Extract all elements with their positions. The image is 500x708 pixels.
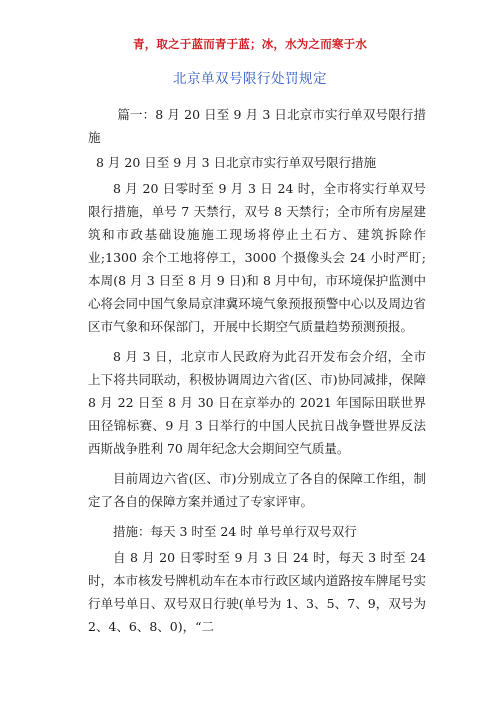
document-body: [88, 103, 426, 645]
section-heading: 篇一：8 月 20 日至 9 月 3 日北京市实行单双号限行措施: [88, 107, 426, 145]
document-title: 北京单双号限行处罚规定: [173, 71, 327, 87]
body-paragraph: 8 月 3 日，北京市人民政府为此召开发布会介绍，全市上下将共同联动，积极协调周边六省(区、市)协同减排，保障 8 月 22 日至 8 月 30 日在京举办的 2021 年国际田联世界田径锦标赛、9 月 3 日举行的中国人民抗日战争暨世界反法西斯战争胜利 70 周年纪念大会期间空气质量。: [88, 349, 426, 456]
measures-line: 措施：每天 3 时至 24 时 单号单行双号双行: [113, 524, 357, 539]
body-paragraph: 自 8 月 20 日零时至 9 月 3 日 24 时，每天 3 时至 24 时，本市核发号牌机动车在本市行政区域内道路按车牌尾号实行单号单日、双号双日行驶(单号为 1、3、5、7、9，双号为 2、4、6、8、0)，“二: [88, 550, 426, 634]
body-paragraph: 8 月 20 日零时至 9 月 3 日 24 时，全市将实行单双号限行措施，单号 7 天禁行，双号 8 天禁行；全市所有房屋建筑和市政基础设施施工现场将停止土石方、建筑拆除作业;1300 余个工地将停工，3000 个摄像头会 24 小时严盯;本周(8 月 3 日至 8 月 9 日)和 8 月中旬，市环境保护监测中心将会同中国气象局京津冀环境气象预报预警中心以及周边省区市气象和环保部门，开展中长期空气质量趋势预测预报。: [88, 181, 426, 334]
body-paragraph: 目前周边六省(区、市)分别成立了各自的保障工作组，制定了各自的保障方案并通过了专家评审。: [88, 471, 426, 509]
section-subtitle: 8 月 20 日至 9 月 3 日北京市实行单双号限行措施: [96, 155, 377, 170]
header-quote: 青，取之于蓝而青于蓝；冰，水为之而寒于水: [133, 37, 367, 51]
